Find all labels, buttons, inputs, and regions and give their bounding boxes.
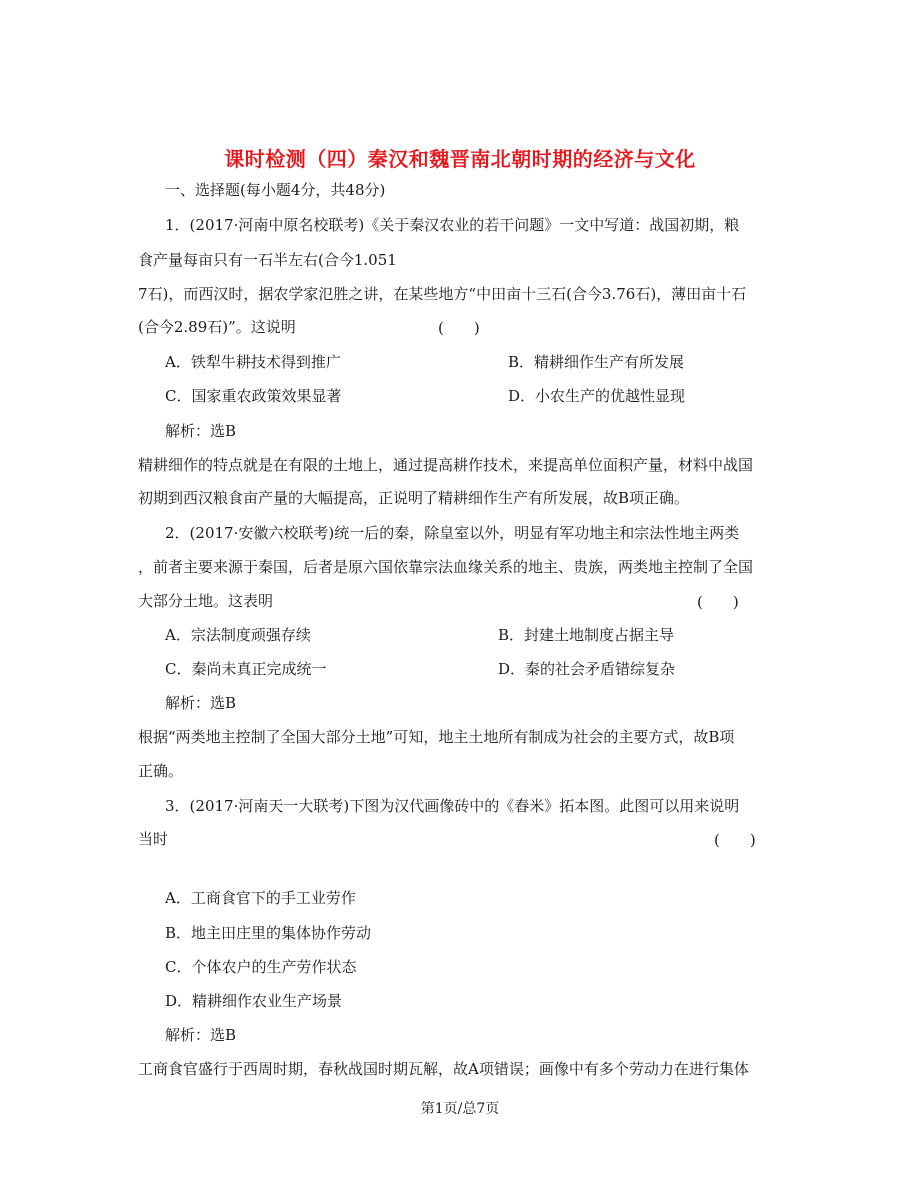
page-title: 课时检测（四）秦汉和魏晋南北朝时期的经济与文化 <box>224 147 696 171</box>
q2-stem-line-3: 大部分土地。这表明 <box>138 592 274 610</box>
q3-answer: 解析：选B <box>165 1026 237 1044</box>
q3-explanation-line-1: 工商食官盛行于西周时期，春秋战国时期瓦解，故A项错误；画像中有多个劳动力在进行集体 <box>138 1060 749 1078</box>
page-footer: 第1页/总7页 <box>420 1101 500 1117</box>
q3-option-c: C．个体农户的生产劳作状态 <box>165 958 357 976</box>
q2-answer: 解析：选B <box>165 694 237 712</box>
q3-option-a: A．工商食官下的手工业劳作 <box>165 889 356 907</box>
q1-answer: 解析：选B <box>165 422 237 440</box>
section-heading: 一、选择题(每小题4分，共48分) <box>165 181 386 199</box>
q1-answer-paren: ( ) <box>438 319 480 337</box>
q1-explanation-line-1: 精耕细作的特点就是在有限的土地上，通过提高耕作技术，来提高单位面积产量，材料中战国 <box>138 456 754 474</box>
q1-option-d: D．小农生产的优越性显现 <box>508 387 686 405</box>
q1-explanation-line-2: 初期到西汉粮食亩产量的大幅提高，正说明了精耕细作生产有所发展，故B项正确。 <box>138 489 690 507</box>
q3-option-d: D．精耕细作农业生产场景 <box>165 992 343 1010</box>
q1-option-c: C．国家重农政策效果显著 <box>165 387 342 405</box>
q2-option-d: D．秦的社会矛盾错综复杂 <box>498 660 676 678</box>
q2-option-b: B．封建土地制度占据主导 <box>498 626 675 644</box>
q2-stem-line-1: 2．(2017·安徽六校联考)统一后的秦，除皇室以外，明显有军功地主和宗法性地主两类 <box>165 524 740 542</box>
q1-stem-line-4: (合今2.89石)”。这说明 <box>138 318 296 336</box>
q1-option-b: B．精耕细作生产有所发展 <box>508 353 685 371</box>
q2-option-c: C．秦尚未真正完成统一 <box>165 660 327 678</box>
q3-answer-paren: ( ) <box>714 831 756 849</box>
q2-answer-paren: ( ) <box>697 593 739 611</box>
q1-option-a: A．铁犁牛耕技术得到推广 <box>165 353 341 371</box>
q1-stem-line-2: 食产量每亩只有一石半左右(合今1.051 <box>138 251 397 269</box>
q1-stem-line-1: 1．(2017·河南中原名校联考)《关于秦汉农业的若干问题》一文中写道：战国初期，粮 <box>165 216 740 234</box>
q1-stem-line-3: 7石)，而西汉时，据农学家氾胜之讲，在某些地方“中田亩十三石(合今3.76石)，薄田亩十石 <box>138 285 747 303</box>
q2-option-a: A．宗法制度顽强存续 <box>165 626 311 644</box>
q3-option-b: B．地主田庄里的集体协作劳动 <box>165 924 372 942</box>
q2-explanation-line-1: 根据“两类地主控制了全国大部分土地”可知，地主土地所有制成为社会的主要方式，故B项 <box>138 728 735 746</box>
q3-stem-line-2: 当时 <box>138 830 169 848</box>
q2-stem-line-2: ，前者主要来源于秦国，后者是原六国依靠宗法血缘关系的地主、贵族，两类地主控制了全国 <box>138 558 754 576</box>
q3-stem-line-1: 3．(2017·河南天一大联考)下图为汉代画像砖中的《舂米》拓本图。此图可以用来说明 <box>165 797 740 815</box>
q2-explanation-line-2: 正确。 <box>138 762 184 780</box>
